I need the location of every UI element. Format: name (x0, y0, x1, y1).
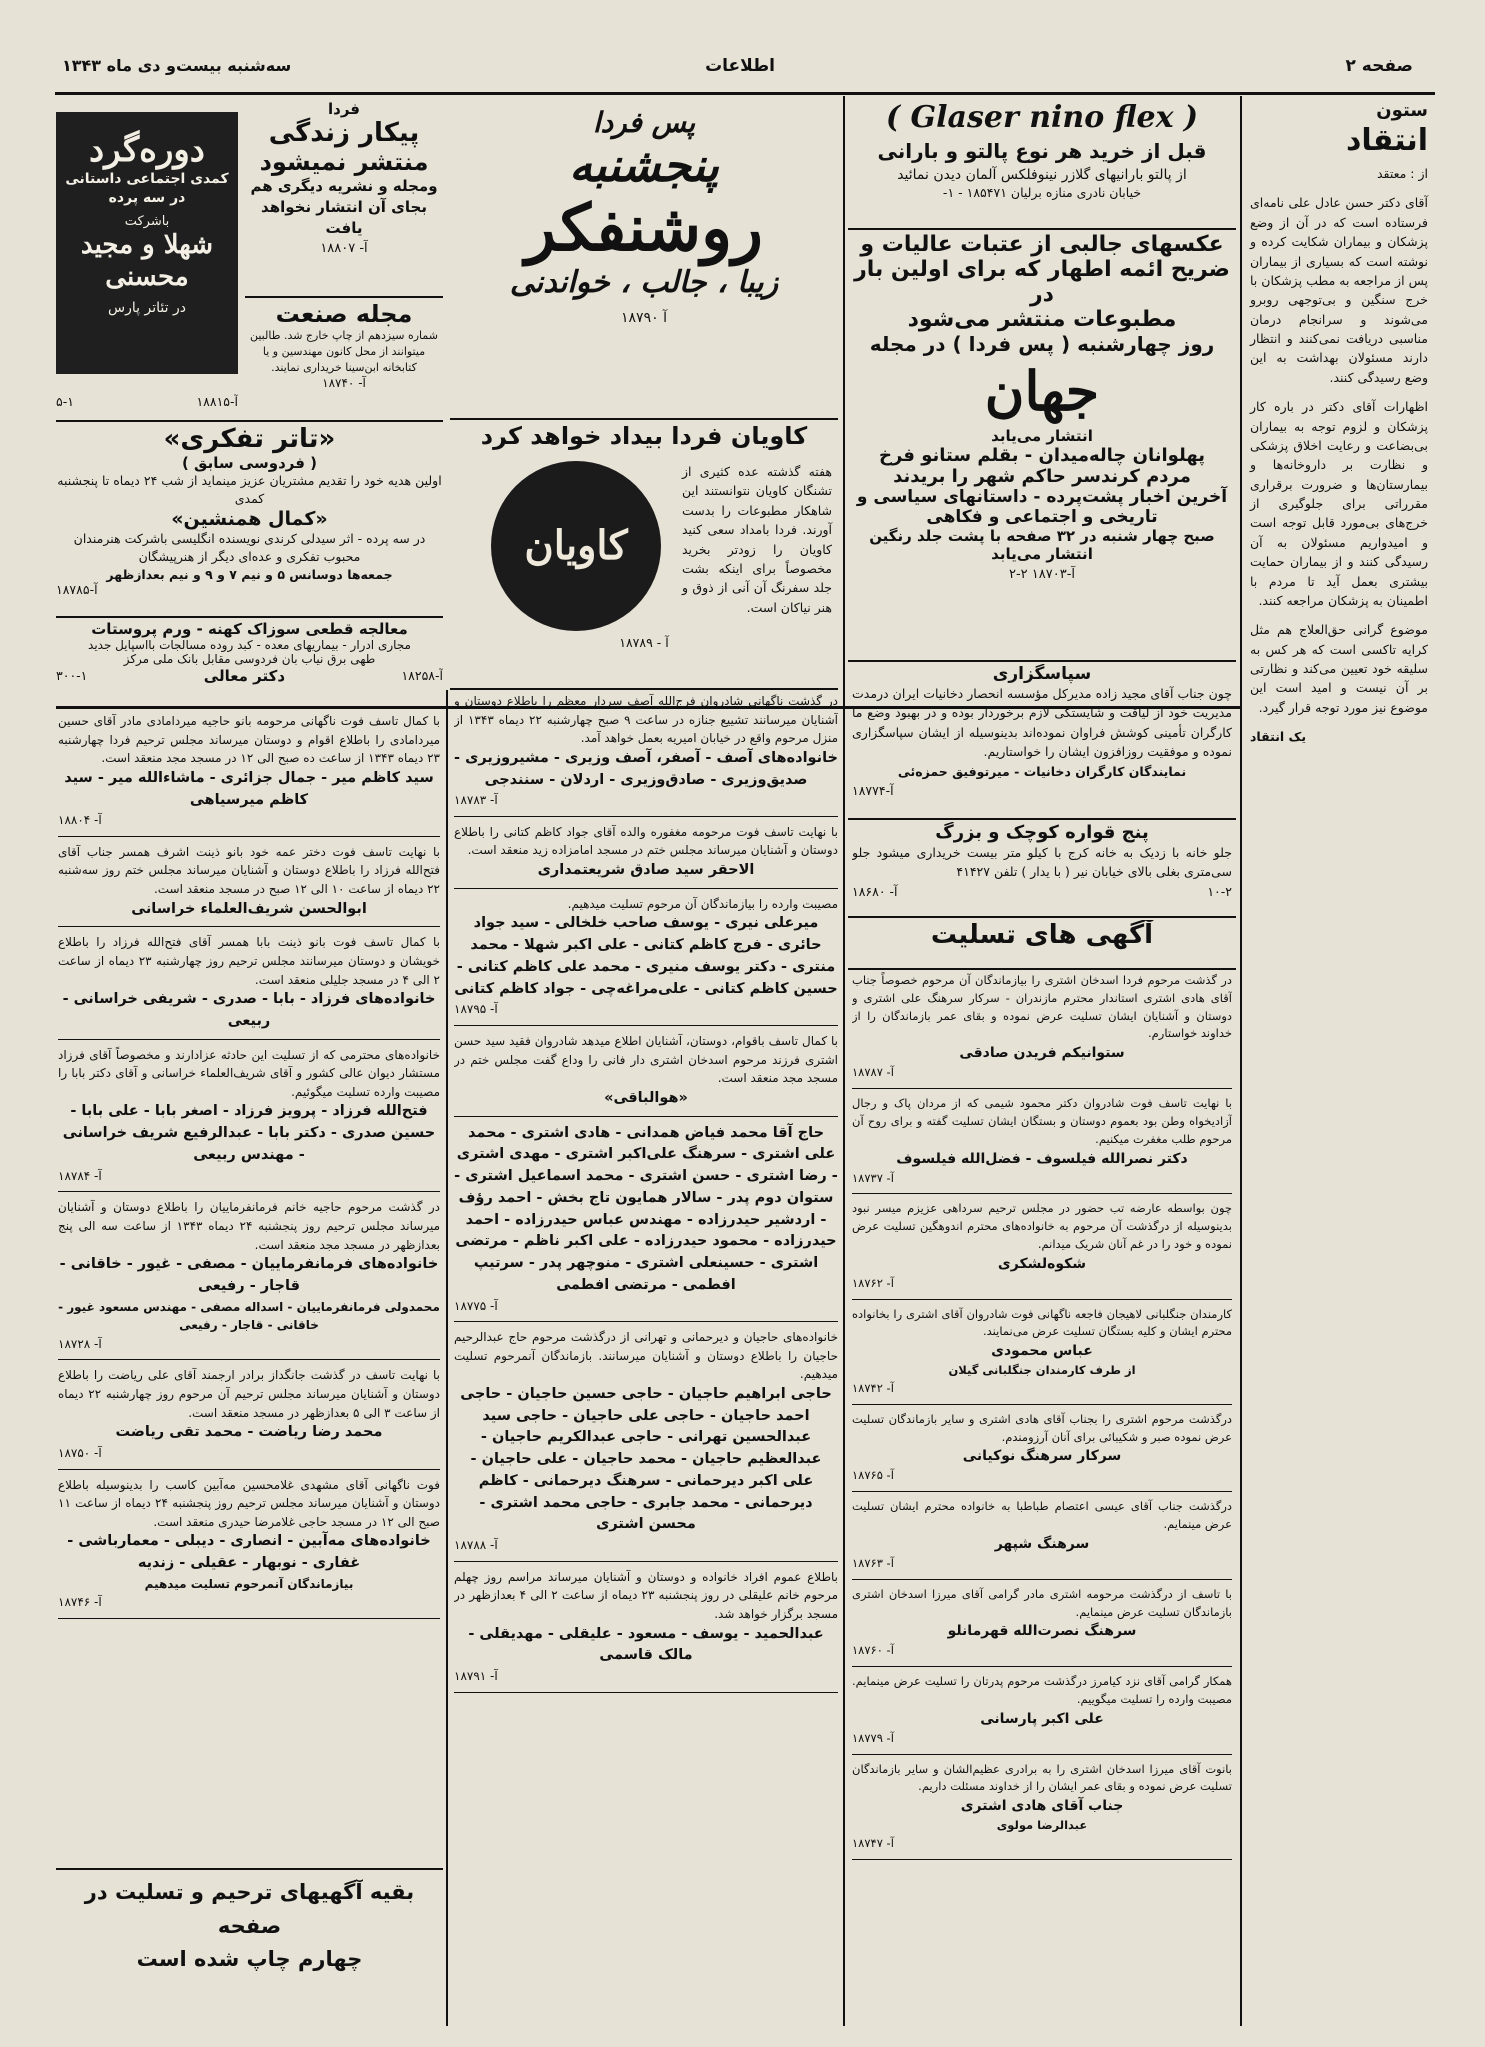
condolence-notice (852, 972, 1232, 1089)
sepas-signers: نمایندگان کارگران دخانیات - میرتوفیق حمزه‌ئی (897, 763, 1187, 779)
peykar-title: پیکار زندگی (268, 118, 420, 148)
jahan-logo: جهان (984, 359, 1100, 423)
condolence-notice (454, 1568, 838, 1693)
condolence-notice (454, 895, 838, 1026)
dorehgard-codes (56, 392, 238, 414)
condolence-notice (58, 843, 440, 928)
glaser-line-3: خیابان نادری منازه برلیان ۱۸۵۴۷۱ - ۱- (942, 185, 1142, 200)
notice-body: با تاسف از درگذشت مرحومه اشتری مادر گرامی آقای میرزا اسدخان اشتری بازماندگان تسلیت عرض مینمایم. (852, 1586, 1232, 1619)
jahan-line-1: عکسهای جالبی از عتبات عالیات و (860, 232, 1224, 257)
critique-paragraph-1: آقای دکتر حسن عادل علی نامه‌ای فرستاده است که در آن از وضع پزشکان و بیماران شکایت کرده و نوشته است که بسیاری از بیماران پس از مراجعه به مطب پزشکان با خرج سنگین و بی‌توجهی روبرو می‌شوند و سرانجام درمان مناسبی دریافت نمی‌کنند و انتظار دارند مسئولان بهداشت به این وضع رسیدگی کنند. (1250, 195, 1428, 385)
peykar-sub: منتشر نمیشود (259, 148, 429, 176)
sepasgozari-ad (852, 664, 1232, 814)
tafakori-body-1: اولین هدیه خود را تقدیم مشتریان عزیز مینماید از شب ۲۴ دیماه تا پنجشنبه کمدی (57, 473, 442, 507)
peykar-rule (245, 296, 443, 298)
notice-names: عبدالحمید - یوسف - مسعود - علیقلی - مهدیقلی - مالک قاسمی (468, 1625, 824, 1664)
notice-signature: عبدالرضا مولوی (996, 1818, 1088, 1833)
notice-body: بانوت آقای میرزا اسدخان اشتری را به برادری عظیم‌الشان و سایر بازماندگان تسلیت عرض نموده و بقای عمر ایشان را از خداوند مسئلت داریم. (852, 1761, 1232, 1794)
condolence-list-3 (454, 692, 838, 1693)
land-code-right: ۱۰-۲ (1207, 883, 1232, 899)
condolence-notice (58, 1198, 440, 1360)
condolence-notice (852, 1306, 1232, 1405)
kavian-inner (450, 458, 838, 633)
kavian-rule (450, 688, 838, 690)
glaser-line-1: قبل از خرید هر نوع پالتو و بارانی (877, 139, 1207, 163)
jahan-line-11: انتشار می‌یابد (991, 545, 1093, 564)
notice-code: آ- ۱۸۷۴۶ (58, 1595, 102, 1610)
kavian-code: آ - ۱۸۷۸۹ (619, 635, 669, 650)
notice-names: فتح‌الله فرزاد - پرویز فرزاد - اصغر بابا - علی بابا - حسین صدری - دکتر بابا - عبدالرفیع شریف خراسانی - مهندس ربیعی (62, 1103, 436, 1163)
critique-title: انتقاد (1345, 123, 1428, 158)
land-codes (852, 882, 1232, 901)
notice-code: آ- ۱۸۷۶۰ (852, 1643, 894, 1658)
header-rule (55, 92, 1435, 95)
cure-title: معالجه قطعی سوزاک کهنه - ورم پروستات (91, 620, 408, 638)
dorehgard-code-right: آ-۱۸۸۱۵ (196, 394, 238, 409)
condolence-notice (58, 1046, 440, 1193)
notice-body: در گذشت مرحوم فردا اسدخان اشتری را بیازماندگان آن مرحوم خصوصاً جناب آقای هادی اشتری استاندار محترم مازندران - سرکار سرهنگ علی اشتری و دوستان و آشنایان ایشان تسلیت عرض نموده و بقای عمر بازماندگان را از خداوند خواستارم. (852, 973, 1232, 1041)
sepas-code: آ-۱۸۷۷۴ (852, 782, 894, 798)
notice-code: آ- ۱۸۷۳۷ (852, 1170, 894, 1185)
notice-signature: محمدولی فرمانفرماییان - اسداله مصفی - مهندس مسعود غیور - خاقانی - قاجار - رفیعی (58, 1299, 440, 1333)
roshanfekr-code: آ ۱۸۷۹۰ (621, 310, 667, 327)
sanat-ad (245, 300, 443, 418)
notice-body: با کمال تاسف باقوام، دوستان، آشنایان اطلاع میدهد شادروان فقید سید حسن اشتری فرزند مرحوم اسدخان اشتری دار فانی را وداع گفت مجلس ختم در مسجد مجد منعقد است. (454, 1034, 838, 1086)
notice-names: «هوالباقی» (604, 1089, 688, 1106)
notice-names: خانواده‌های مه‌آبین - انصاری - دیبلی - معمارباشی - غفاری - نوبهار - عقیلی - زندیه (67, 1533, 431, 1572)
sepas-rule (848, 818, 1236, 820)
cure-code-right: آ-۱۸۲۵۸ (401, 668, 443, 683)
glaser-line-2: از پالتو بارانیهای گلازر نینوفلکس آلمان دیدن نمائید (897, 167, 1187, 183)
cure-addr: طهی برق نیاب بان فردوسی مقابل بانک ملی مرکز (123, 652, 376, 666)
condolence-column-3 (454, 692, 838, 2026)
condolence-notice (454, 692, 838, 817)
notice-body: با نهایت تاسف در گذشت جانگداز برادر ارجمند آقای علی ریاضت را باطلاع دوستان و آشنایان میرساند مجلس ترحیم آن مرحوم روز چهارشنبه ۲۲ دیماه از ساعت ۳ الی ۵ بعدازظهر در مسجد منعقد است. (58, 1368, 440, 1420)
notice-names: جناب آقای هادی اشتری (960, 1798, 1124, 1815)
condolence-column-2 (852, 972, 1232, 2026)
notice-body: همکار گرامی آقای نزد کیامرز درگذشت مرحوم پدرتان را تسلیت عرض مینمایم. مصیبت وارده را تسلیت میگوییم. (852, 1674, 1232, 1706)
critique-kicker: ستون (1376, 100, 1428, 121)
condolence-notice (58, 712, 440, 837)
roshanfekr-ad (450, 100, 838, 415)
notice-names: میرعلی نیری - یوسف صاحب خلخالی - سید جواد حائری - فرج کاظم کتانی - علی اکبر شهلا - محمد منتری - دکتر یوسف منیری - محمد علی کاظم کتانی - حسین کاظم کتانی - علی‌مراغه‌‌چی - جواد کاظم کتانی (454, 915, 838, 997)
continuation-line-1: بقیه آگهیهای ترحیم و تسلیت در صفحه (84, 1880, 415, 1938)
dorehgard-rule (56, 420, 443, 422)
masthead-name (640, 56, 840, 84)
condolence-notice (454, 823, 838, 889)
condolence-notice (58, 1476, 440, 1619)
roshanfekr-logo: روشنفکر (525, 190, 763, 266)
kavian-ad (450, 422, 838, 684)
roshanfekr-tagline: زیبا ، جالب ، خواندنی (509, 265, 779, 301)
jahan-code: آ-۱۸۷۰۳ ۲-۲ (1008, 567, 1076, 583)
notice-code: آ- ۱۸۷۶۲ (852, 1275, 894, 1290)
notice-names: الاحقر سید صادق شریعتمداری (537, 862, 755, 879)
notice-names: حاجی ابراهیم حاجیان - حاجی حسین حاجیان - حاجی احمد حاجیان - حاجی علی حاجیان - حاجی سید عبدالحسین تهرانی - حاجی عبدالکریم حاجیان - عبدالعظیم حاجیان - محمد حاجیان - علی حاجیان - علی اکبر دیرحمانی - سرهنگ دیرحمانی - کاظم دیرحمانی - محمد جابری - حاجی محمد اشتری - محسن اشتری (460, 1385, 832, 1533)
condolence-notice (852, 1673, 1232, 1754)
notice-names: خانواده‌های فرمانفرماییان - مصفی - غیور - خاقانی - قاجار - رفیعی (59, 1256, 439, 1294)
sanat-code: آ- ۱۸۷۴۰ (322, 375, 366, 390)
notice-code: آ- ۱۸۷۵۰ (58, 1445, 102, 1460)
condolence-notice (454, 1328, 838, 1562)
tafakori-rule (56, 616, 443, 618)
notice-code: آ- ۱۸۷۴۲ (852, 1381, 894, 1395)
condolence-header-text: آگهی های تسلیت (930, 920, 1154, 950)
tafakori-times: جمعه‌ها دوسانس ۵ و نیم ۷ و ۹ و نیم بعدازظهر (106, 566, 393, 582)
notice-body: چون بواسطه عارضه تب حضور در مجلس ترحیم سرداهی عزیزم میسر نبود بدینوسیله از درگذشت آن مرحوم به خانواده‌های محترم اندوهگین تسلیت عرض نموده و خود را در غم آنان شریک میدانم. (852, 1201, 1232, 1251)
notice-names: حاج آقا محمد فیاض همدانی - هادی اشتری - محمد علی اشتری - سرهنگ علی‌اکبر اشتری - مهدی اشتری - رضا اشتری - حسن اشتری - محمد اسماعیل اشتری - ستوان دوم پدر - سالار همایون تاج بخش - احمد رؤف - اردشیر حیدرزاده - مهندس عباس حیدرزاده - احمد حیدرزاده - محمود حیدرزاده - علی اکبر ناظم - مرتضی اشتری - حسینعلی اشتری - منوچهر پدر - سرتیپ افطمی - مرتضی افطمی (454, 1124, 838, 1293)
notice-code: آ- ۱۸۷۲۸ (58, 1336, 102, 1351)
roshanfekr-day: پنجشنبه (569, 138, 719, 192)
condolence-list-4 (58, 712, 440, 1619)
dorehgard-ad (56, 112, 238, 374)
notice-body: درگذشت جناب آقای عیسی اعتصام طباطبا به خانواده محترم ایشان تسلیت عرض مینمایم. (852, 1499, 1232, 1532)
notice-body: با نهایت تاسف فوت شادروان دکتر محمود شیمی که از مردان پاک و رجال آزادیخواه وطن بود بعموم دوستان و بستگان ایشان تسلیت گفته و برای روح آن مرحوم طلب مغفرت میکنیم. (852, 1096, 1232, 1146)
critique-byline: از : معتقد (1376, 166, 1428, 181)
kavian-circle (491, 461, 661, 631)
critique-column (1246, 96, 1432, 2026)
notice-names: سرکار سرهنگ نوکیانی (962, 1448, 1122, 1465)
cure-footer (56, 666, 443, 685)
land-code-left: آ- ۱۸۶۸۰ (852, 883, 898, 899)
jahan-line-6: پهلوانان چاله‌میدان - بقلم ستانو فرخ (879, 445, 1205, 467)
notice-body: مصیبت وارده را بیازماندگان آن مرحوم تسلیت میدهیم. (567, 896, 838, 911)
notice-body: در گذشت ناگهانی شادروان فرج‌الله آصف سردار معظم را باطلاع دوستان و آشنایان میرسانند تشییع جنازه در ساعت ۹ صبح چهارشنبه ۲۲ دیماه ۱۳۴۳ از منزل مرحوم واقع در خیابان امیریه بعمل خواهد آمد. (454, 694, 838, 746)
notice-names: ستوانیکم فریدن صادقی (959, 1045, 1125, 1062)
glaser-ad (848, 100, 1236, 225)
condolence-notice (852, 1095, 1232, 1194)
condolence-column-4 (58, 712, 440, 1862)
sepas-title: سپاسگزاری (992, 664, 1092, 684)
notice-code: آ- ۱۸۷۷۵ (454, 1298, 498, 1313)
kavian-headline: کاویان فردا بیداد خواهد کرد (480, 422, 808, 450)
condolence-notice (852, 1411, 1232, 1492)
notice-body: خانواده‌های محترمی که از تسلیت این حادثه عزادارند و مخصوصاً آقای فرزاد مستشار دیوان عالی کشور و آقای شریف‌العلماء خراسانی و آقای دکتر بابا را مصیبت وارده تسلیت میگوئیم. (58, 1047, 440, 1099)
tafakori-sub: ( فردوسی سابق ) (181, 454, 317, 472)
peykar-top: فردا (328, 100, 360, 118)
condolence-header (848, 920, 1236, 966)
glaser-rule (848, 228, 1236, 230)
issue-date-text: سه‌شنبه بیست‌و دی ماه ۱۳۴۳ (62, 56, 292, 75)
land-ad (852, 822, 1232, 912)
cure-body: مجاری ادرار - بیماریهای معده - کبد روده مسالجات بااسپایل جدید (88, 638, 411, 652)
sanat-body: شماره سیزدهم از چاپ خارج شد. طالبین میتوانند از محل کانون مهندسین و یا کتابخانه ابن‌سینا خریداری نمایند. (249, 329, 438, 374)
page-number-label: صفحه ۲ (1345, 56, 1413, 76)
notice-names: خانواده‌های آصف - آصفر، آصف وزیری - مشیروزیری - صدیق‌وزیری - صادق‌وزیری - اردلان - سنندجی (454, 749, 838, 788)
land-rule (848, 916, 1236, 918)
notice-names: سید کاظم میر - جمال جزائری - ماشاءالله میر - سید کاظم میرسیاهی (64, 769, 434, 808)
notice-code: آ- ۱۸۷۸۷ (852, 1065, 894, 1080)
continuation-line-2: چهارم چاپ شده است (136, 1947, 363, 1972)
notice-code: آ- ۱۸۷۸۴ (58, 1168, 102, 1183)
jahan-line-8: آخرین اخبار پشت‌پرده - داستانهای سیاسی و (856, 487, 1228, 508)
tafakori-code: آ-۱۸۷۸۵ (56, 581, 98, 597)
tafakori-title: «تاتر تفکری» (163, 424, 336, 454)
land-title: پنج قواره کوچک و بزرگ (935, 822, 1149, 843)
notice-names: عباس محمودی (991, 1343, 1093, 1360)
issue-date (62, 56, 362, 84)
condolence-notice (58, 933, 440, 1039)
notice-body: خانواده‌های حاجیان و دیرحمانی و تهرانی از درگذشت مرحوم حاج عبدالرحیم حاجیان را باطلاع دوستان و آشنایان میرسانند. بازماندگان آنمرحوم تسلیت میدهیم. (454, 1330, 838, 1382)
dorehgard-with: باشرکت (124, 213, 170, 229)
dorehgard-sub: کمدی اجتماعی داستانی در سه پرده (65, 171, 229, 206)
tafakori-ad (56, 424, 443, 614)
condolence-notice (454, 1123, 838, 1323)
notice-names: خانواده‌های فرزاد - بابا - صدری - شریفی خراسانی - ربیعی (62, 991, 436, 1029)
jahan-line-2: ضریح ائمه اطهار که برای اولین بار در (854, 257, 1230, 307)
column-rule-1 (1240, 96, 1242, 2026)
cure-doctor: دکتر معالی (203, 666, 286, 685)
notice-code: آ- ۱۸۸۰۴ (58, 813, 102, 828)
column-rule-3 (446, 690, 448, 2026)
condolence-notice (852, 1761, 1232, 1860)
newspaper-name: اطلاعات (705, 56, 775, 76)
notice-code: آ- ۱۸۷۸۸ (454, 1538, 498, 1553)
dorehgard-code-left: ۵-۱ (56, 394, 74, 409)
column-rule-2 (843, 96, 845, 2026)
notice-code: آ- ۱۸۷۹۵ (454, 1002, 498, 1017)
tafakori-play: «کمال همنشین» (171, 508, 328, 531)
jahan-line-4: روز چهارشنبه ( پس فردا ) در مجله (869, 332, 1215, 356)
peykar-code: آ- ۱۸۸۰۷ (320, 241, 368, 256)
kavian-logo-circle (476, 458, 676, 633)
notice-names: سرهنگ نصرت‌الله قهرمانلو (947, 1623, 1137, 1640)
notice-body: فوت ناگهانی آقای مشهدی غلامحسین مه‌آبین کاسب را بدینوسیله باطلاع دوستان و آشنایان میرساند مجلس ترحیم روز پنجشنبه ۲۴ دیماه از ساعت ۱۱ صبح الی ۱۲ در مسجد حاجی غلامرضا حیدری منعقد است. (58, 1477, 440, 1529)
notice-names: علی اکبر پارسانی (980, 1710, 1104, 1727)
condolence-notice (454, 1032, 838, 1117)
critique-paragraph-2: اظهارات آقای دکتر در باره کار پزشکان و لزوم توجه به بیماران بی‌بضاعت و رعایت اخلاق پزشکی و نظارت بر داروخانه‌ها و بیمارستان‌ها و ضرورت برقراری مقرراتی برای جلوگیری از خرج‌های بی‌مورد قابل توجه است و امیدواریم مسئولان به آن رسیدگی کنند و از بیماران حمایت بیشتری بعمل آید تا مردم با اطمینان به پزشکان مراجعه کنند. (1250, 399, 1428, 608)
jahan-rule (848, 660, 1236, 662)
notice-code: آ- ۱۸۷۸۳ (454, 793, 498, 808)
critique-paragraph-3: موضوع گرانی حق‌العلاج هم مثل کرایه تاکسی است که هر کس به سلیقه خود تعیین می‌کند و نظارتی بر آن نیست و امید است این موضوع نیز مورد توجه قرار گیرد. (1250, 622, 1428, 715)
page-number (1273, 56, 1413, 84)
condolence-notice (852, 1200, 1232, 1299)
glaser-brand: ( Glaser nino flex ) (885, 100, 1199, 135)
notice-code: آ- ۱۸۷۶۳ (852, 1555, 894, 1570)
sepas-body: چون جناب آقای مجید زاده مدیرکل مؤسسه انحصار دخانیات ایران درمدت مدیریت خود از لیاقت و شایستگی لازم برخوردار بوده و در بهبود وضع ما کارگران تأمینی کوشش فراوان نموده‌اند بدینوسیله از ایشان سپاسگزاری نموده و موفقیت روزافزون ایشان را خواستاریم. (852, 686, 1232, 760)
tafakori-body-2: در سه پرده - اثر سیدلی کرندی نویسنده انگلیسی باشرکت هنرمندان محبوب تفکری و عده‌ای دیگر از هنرپیشگان (73, 531, 426, 565)
condolence-notice (852, 1586, 1232, 1667)
notice-names: دکتر نصرالله فیلسوف - فضل‌الله فیلسوف (896, 1150, 1188, 1167)
land-body: جلو خانه با زدیک به خانه کرج با کیلو متر بیست خریداری میشود جلو سی‌متری بغلی بالای خیابان نیر ( با یدار ) تلفن ۴۱۴۲۷ (852, 845, 1232, 880)
jahan-line-9: تاریخی و اجتماعی و فکاهی (926, 507, 1158, 528)
notice-body: با نهایت تاسف فوت مرحومه مغفوره والده آقای جواد کاظم کتانی را باطلاع دوستان و آشنایان میرساند مجلس ختم در مسجد امامزاده زید منعقد است. (454, 824, 838, 858)
notice-signature: از طرف کارمندان جنگلبانی گیلان (948, 1363, 1136, 1378)
jahan-ad (848, 232, 1236, 652)
jahan-line-5: انتشار می‌یابد (991, 427, 1093, 446)
kavian-body: هفته گذشته عده کثیری از تشنگان کاویان نتوانستند این شاهکار مطبوعات را بدست آورند. فردا بامداد سعی کنید کاویان را زودتر بخرید مخصوصاً برای اینکه بشت جلد سفرنگ آن آنی از ذوق و هنر نیاکان است. (682, 464, 832, 615)
notice-code: آ- ۱۸۷۴۷ (852, 1836, 894, 1850)
cure-rule (56, 706, 1241, 709)
notice-code: آ- ۱۸۷۶۵ (852, 1468, 894, 1483)
jahan-line-3: مطبوعات منتشر می‌شود (907, 307, 1177, 332)
jahan-line-7: مردم کرندسر حاکم شهر را بریدند (893, 466, 1191, 488)
jahan-line-10: صبح چهار شنبه در ۳۲ صفحه با پشت جلد رنگین (869, 527, 1215, 546)
dorehgard-title: دوره‌گرد (89, 130, 205, 170)
cure-ad (56, 620, 443, 704)
notice-body: باطلاع عموم افراد خانواده و دوستان و آشنایان میرساند مراسم روز چهلم مرحوم خانم علیقلی در روز پنجشنبه ۲۳ دیماه از ساعت ۲ الی ۴ بعدازظهر در مسجد برگزار خواهد شد. (454, 1569, 838, 1621)
notice-body: با کمال تاسف فوت ناگهانی مرحومه بانو حاجیه میردامادی مادر آقای حسین میردامادی را باطلاع اقوام و دوستان میرساند مجلس ترحیم فردا چهارشنبه ۲۳ دیماه ۱۳۴۳ از ساعت ده صبح الی ۱۲ در مسجد مجد منعقد است. (58, 714, 440, 766)
notice-body: در گذشت مرحوم حاجیه خانم فرمانفرماییان را باطلاع دوستان و آشنایان میرساند مجلس ترحیم روز پنجشنبه ۲۴ دیماه ۱۳۴۳ از ساعت سه الی پنج بعدازظهر در مسجد مجد منعقد است. (58, 1200, 440, 1252)
notice-code: آ- ۱۸۷۹۱ (454, 1669, 498, 1684)
notice-body: درگذشت مرحوم اشتری را بجناب آقای هادی اشتری و سایر بازماندگان تسلیت عرض نموده صبر و شکیبائی برای آنان آرزومندم. (852, 1411, 1232, 1444)
notice-code: آ- ۱۸۷۷۹ (852, 1730, 894, 1745)
peykar-ad (245, 100, 443, 292)
notice-names: سرهنگ شپهر (994, 1535, 1090, 1552)
continuation-note (56, 1876, 443, 1976)
roshanfekr-top: پس فردا (592, 106, 696, 139)
bottom-left-rule (56, 1868, 443, 1870)
notice-names: محمد رضا ریاضت - محمد تقی ریاضت (115, 1424, 383, 1441)
roshanfekr-rule (450, 418, 838, 420)
notice-body: کارمندان جنگلبانی لاهیجان فاجعه ناگهانی فوت شادروان آقای اشتری را بخانواده محترم ایشان و کلیه بستگان تسلیت عرض می‌نمایند. (852, 1306, 1232, 1339)
condolence-list-2 (852, 972, 1232, 1860)
dorehgard-stars: شهلا و مجید محسنی (80, 229, 214, 293)
sanat-title: مجله صنعت (275, 300, 413, 328)
condolence-notice (852, 1498, 1232, 1579)
notice-body: با نهایت تاسف فوت دختر عمه خود بانو ذینت اشرف همسر جناب آقای فتح‌الله فرزاد را باطلاع دوستان و آشنایان میرساند مجلس ختم روز سه‌شنبه ۲۲ دیماه از ساعت ۱۰ الی ۱۲ صبح در مسجد منعقد است. (58, 844, 440, 897)
condolence-header-rule (848, 968, 1236, 970)
kavian-logo: کاویان (524, 522, 628, 569)
notice-names: ابوالحسن شریف‌العلماء خراسانی (131, 900, 367, 917)
notice-body: با کمال تاسف فوت بانو ذینت بابا همسر آقای فتح‌الله فرزاد را باطلاع خویشان و دوستان میرسانند مجلس ترحیم روز چهارشنبه ۲۳ دیماه از ساعت ۲ الی ۴ در مسجد جلیلی منعقد است. (58, 935, 440, 987)
condolence-notice (58, 1366, 440, 1469)
peykar-body: ومجله و نشریه دیگری هم بجای آن انتشار نخواهد یافت (250, 177, 438, 237)
critique-footer: یک انتقاد (1250, 729, 1307, 745)
dorehgard-venue: در تئاتر پارس (108, 299, 186, 316)
cure-code-left: ۳۰۰-۱ (56, 668, 88, 683)
notice-names: شکوه‌لشکری (997, 1255, 1087, 1272)
notice-signature: بیازماندگان آنمرحوم تسلیت میدهیم (144, 1576, 354, 1591)
